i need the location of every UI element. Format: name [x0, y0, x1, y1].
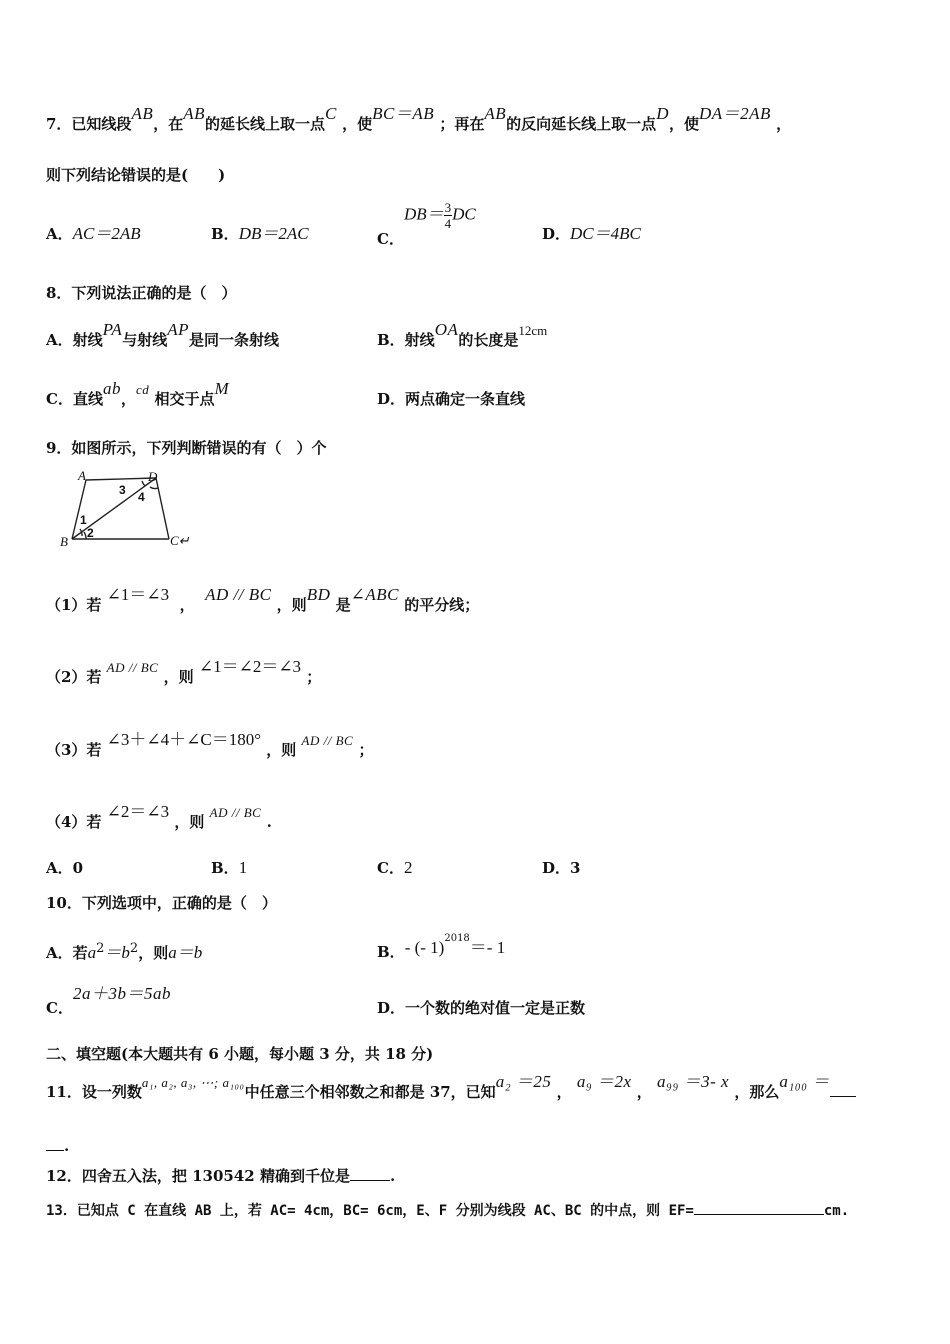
- q7-line1: 7．已知线段AB，在AB的延长线上取一点C ，使BC＝AB ；再在AB的反向延长线上取一点D，使DA＝2AB ，: [46, 104, 792, 133]
- svg-text:3: 3: [119, 483, 126, 497]
- q11-line1: 11．设一列数a₁, a₂, a₃, ⋯; a₁₀₀中任意三个相邻数之和都是 37，已知a₂ ＝25 ， a₉ ＝2x ， a₉₉ ＝3- x ，那么a₁₀₀ ＝: [46, 1082, 920, 1103]
- q11-answer-blank[interactable]: [830, 1096, 856, 1097]
- q9-option-b: B．1: [211, 858, 248, 877]
- q8-option-a: A．射线PA与射线AP是同一条射线: [46, 320, 280, 349]
- q7-option-d: D．DC＝4BC: [542, 224, 641, 243]
- q7-option-b: B．DB＝2AC: [211, 224, 309, 243]
- q9-statement-2: （2）若 AD // BC ，则 ∠1＝∠2＝∠3 ；: [46, 657, 322, 686]
- q9-option-d: D．3: [542, 859, 581, 877]
- q11-answer-blank-continued[interactable]: [46, 1150, 64, 1151]
- q8-option-c: C．直线ab，cd 相交于点M: [46, 379, 230, 408]
- q7-line2: 则下列结论错误的是( ): [46, 166, 226, 184]
- section-2-title: 二、填空题(本大题共有 6 小题，每小题 3 分，共 18 分): [46, 1045, 434, 1063]
- q7-option-a: A．AC＝2AB: [46, 224, 141, 243]
- q8-option-b: B．射线OA的长度是12cm: [377, 320, 548, 349]
- q10-option-c: C．2a＋3b＝5ab: [46, 984, 171, 1017]
- q7-option-c: C．DB＝ $\frac{3}{4}$ DC: [377, 200, 476, 248]
- q10-stem: 10．下列选项中，正确的是（ ）: [46, 894, 277, 912]
- svg-text:2: 2: [87, 526, 94, 540]
- q12: 12．四舍五入法，把 130542 精确到千位是 .: [46, 1167, 396, 1185]
- q8-stem: 8．下列说法正确的是（ ）: [46, 284, 237, 302]
- q9-option-a: A．0: [46, 859, 84, 877]
- q10-option-d: D．一个数的绝对值一定是正数: [377, 999, 586, 1017]
- q12-answer-blank[interactable]: [350, 1180, 390, 1181]
- svg-text:4: 4: [138, 490, 145, 504]
- q9-statement-3: （3）若 ∠3＋∠4＋∠C＝180° ，则 AD // BC ；: [46, 730, 374, 759]
- label-D: D: [148, 469, 158, 484]
- label-C: C↵: [170, 533, 190, 548]
- label-B: B: [60, 534, 68, 549]
- svg-text:1: 1: [80, 513, 87, 527]
- q13-answer-blank[interactable]: [694, 1214, 824, 1215]
- q13: 13．已知点 C 在直线 AB 上，若 AC= 4cm，BC= 6cm，E、F 分别为线段 AC、BC 的中点，则 EF= cm.: [46, 1203, 850, 1219]
- q10-option-b: B．- (- 1)$^{2018}$＝- 1: [377, 933, 506, 961]
- q11-line2: .: [46, 1136, 920, 1156]
- q9-statement-4: （4）若 ∠2＝∠3 ，则 AD // BC .: [46, 802, 272, 831]
- q9-trapezoid-figure: [56, 468, 206, 550]
- q8-option-d: D．两点确定一条直线: [377, 390, 526, 408]
- q9-statement-1: （1）若 ∠1＝∠3 ， AD // BC ，则BD 是∠ABC 的平分线；: [46, 585, 480, 614]
- q9-stem: 9．如图所示，下列判断错误的有（ ）个: [46, 439, 327, 457]
- q10-option-a: A．若$a^2=b^2$，则a＝b: [46, 941, 203, 962]
- fraction: $\frac{3}{4}$: [444, 200, 452, 231]
- label-A: A: [78, 468, 86, 483]
- q9-option-c: C．2: [377, 858, 413, 877]
